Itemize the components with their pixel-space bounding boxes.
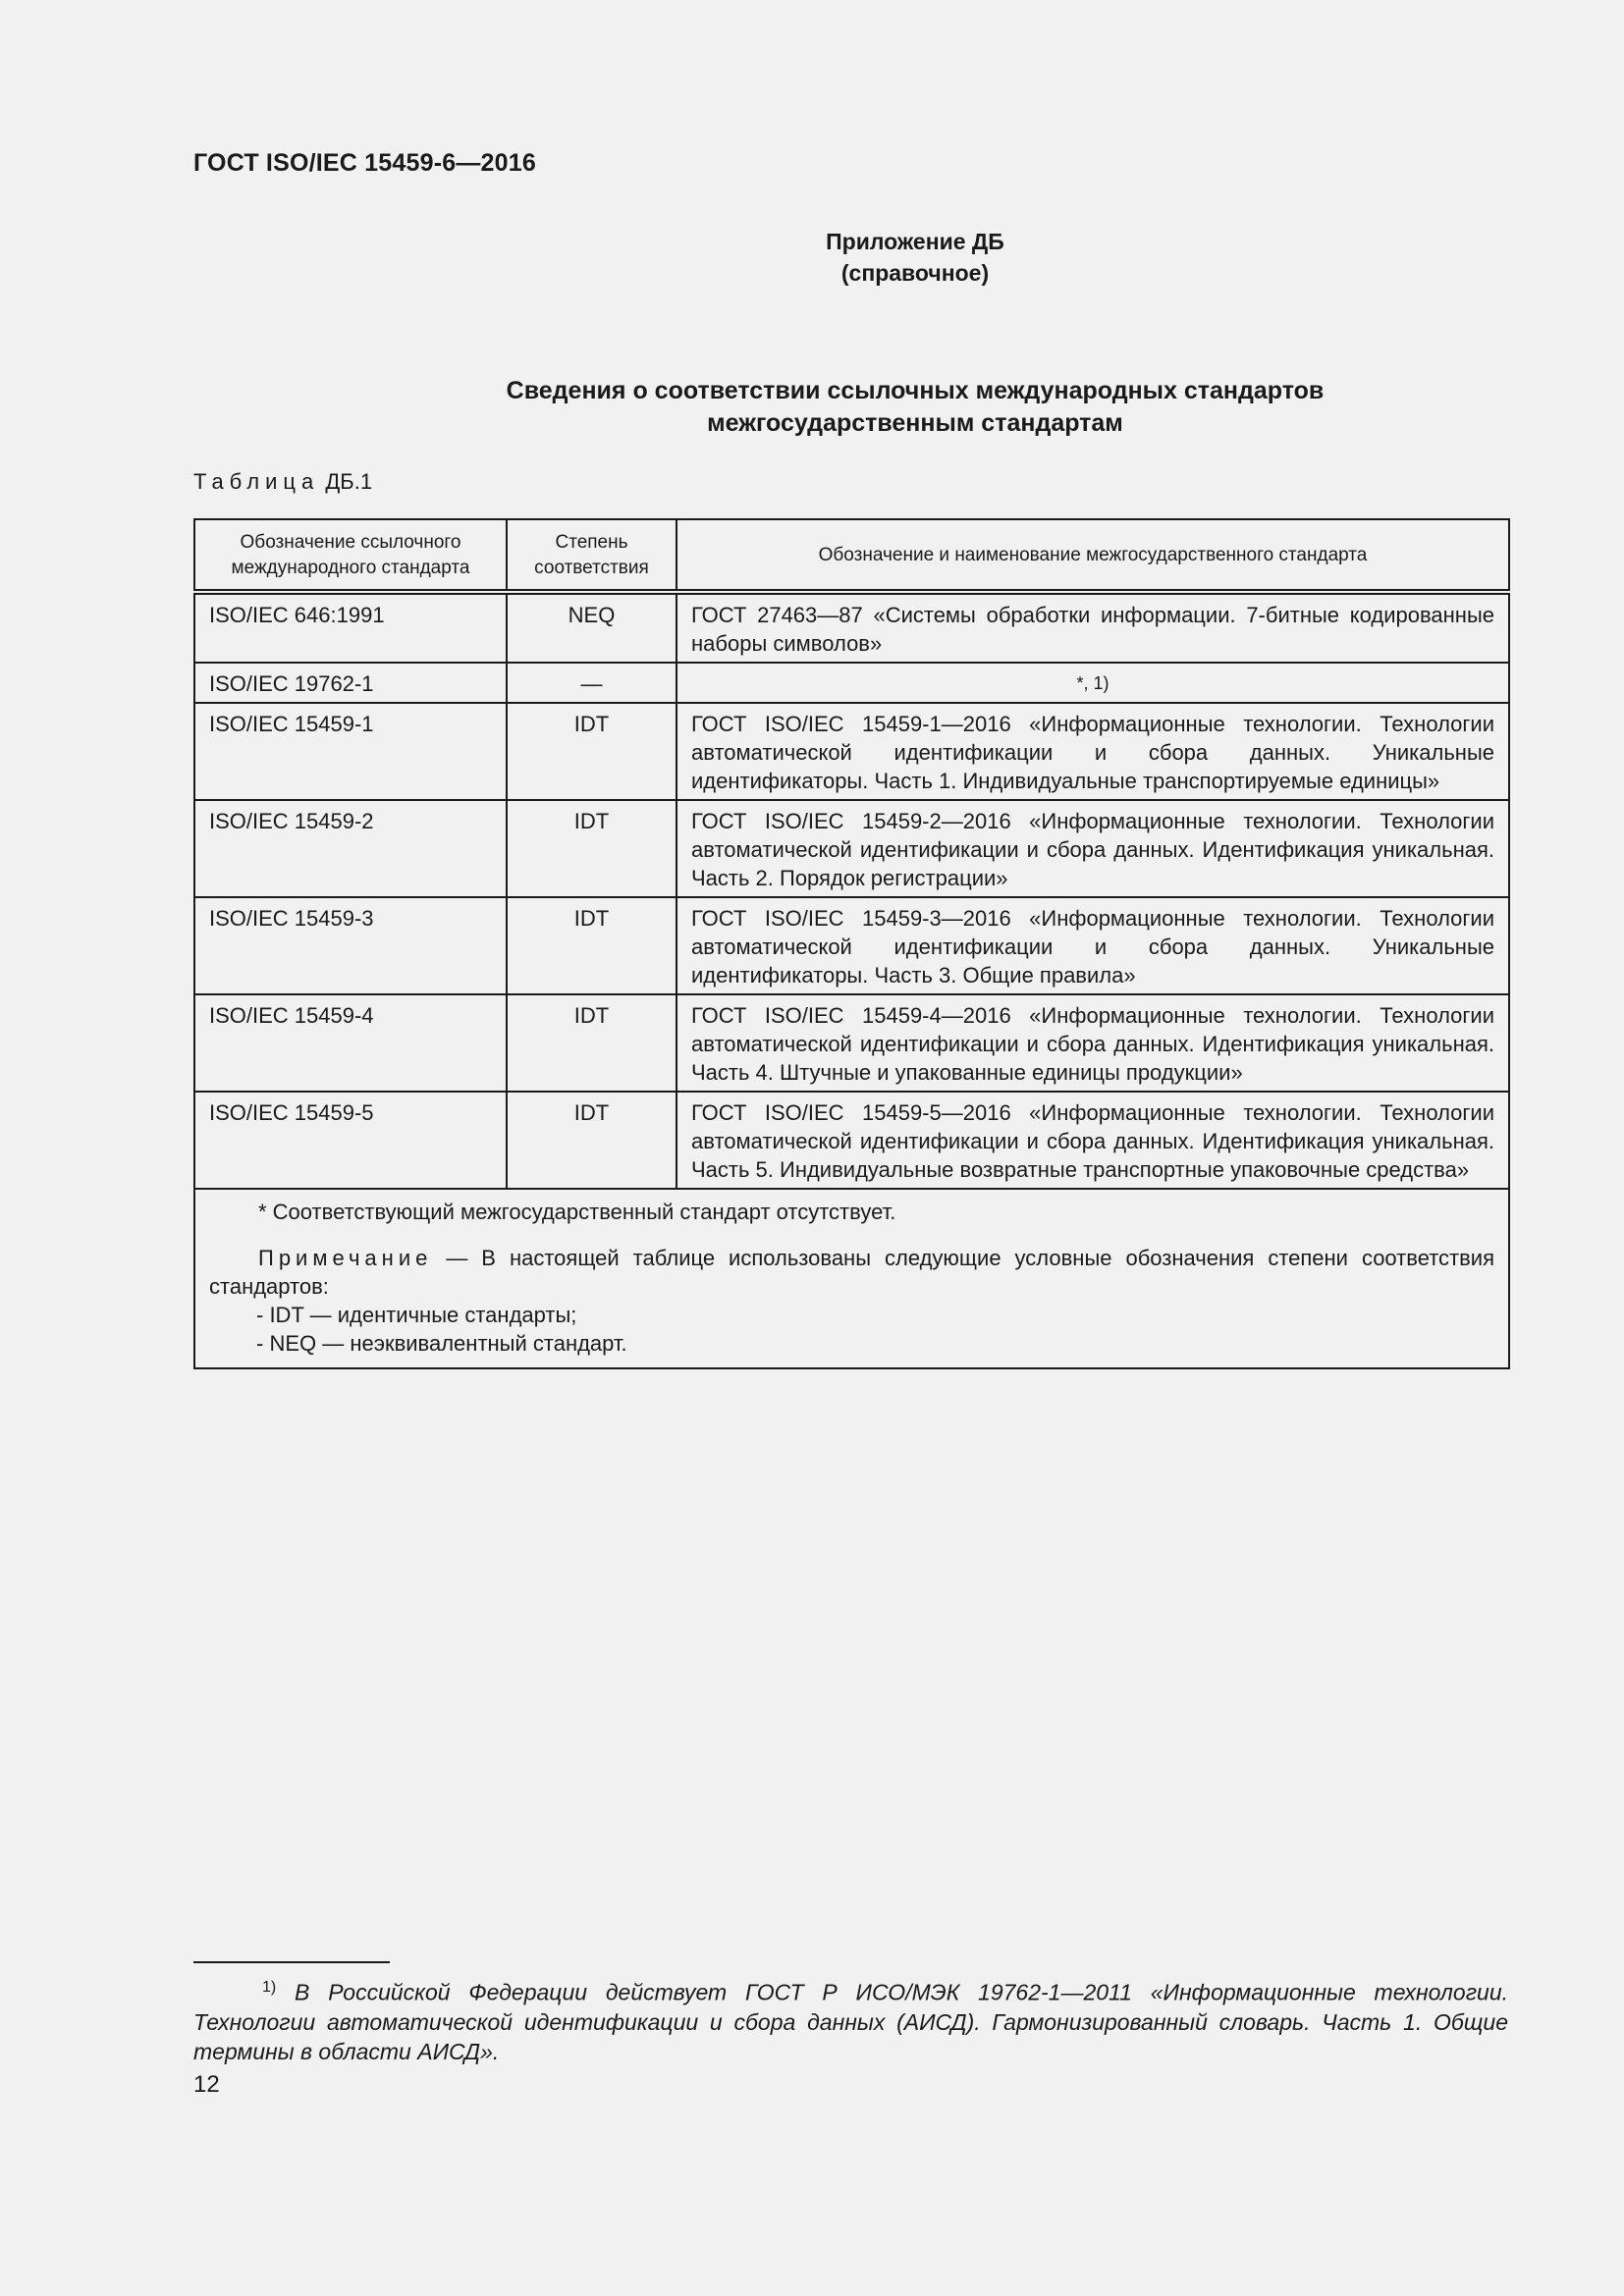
footnote-text: В Российской Федерации действует ГОСТ Р ИСО/МЭК 19762-1—2011 «Информационные технологии. Технологии автоматической идентификации и сбора данных (АИСД). Гармонизированный словарь. Часть 1. Общие термины в области АИСД». <box>193 1979 1509 2064</box>
cell-name: ГОСТ ISO/IEC 15459-4—2016 «Информационные технологии. Технологии автоматической идентификации и сбора данных. Идентификация уникальная. Часть 4. Штучные и упакованные единицы продукции» <box>677 994 1509 1092</box>
column-header-ref: Обозначение ссылочного международного стандарта <box>194 519 507 592</box>
section-title-line-2: межгосударственным стандартам <box>707 409 1123 437</box>
cell-name: *, 1) <box>677 663 1509 703</box>
column-header-name: Обозначение и наименование межгосударственного стандарта <box>677 519 1509 592</box>
cell-ref: ISO/IEC 15459-4 <box>194 994 507 1092</box>
table-notes <box>194 1189 1509 1368</box>
cell-ref: ISO/IEC 15459-1 <box>194 703 507 800</box>
table-row <box>194 592 1509 663</box>
appendix-subtitle: (справочное) <box>840 260 990 286</box>
cell-ref: ISO/IEC 15459-3 <box>194 897 507 994</box>
page-number: 12 <box>193 2071 220 2098</box>
cell-ref: ISO/IEC 15459-5 <box>194 1092 507 1189</box>
document-code: ГОСТ ISO/IEC 15459-6—2016 <box>193 149 536 177</box>
table-row <box>194 994 1509 1092</box>
cell-degree: IDT <box>507 897 677 994</box>
cell-degree: NEQ <box>507 592 677 663</box>
table-row <box>194 897 1509 994</box>
table-footer-row <box>194 1189 1509 1368</box>
table-row <box>194 663 1509 703</box>
cell-degree: IDT <box>507 703 677 800</box>
table-note <box>209 1244 1494 1301</box>
cell-name: ГОСТ 27463—87 «Системы обработки информации. 7-битные кодированные наборы символов» <box>677 592 1509 663</box>
table-caption <box>193 469 372 495</box>
table-note-label: Примечание <box>258 1246 433 1270</box>
table-header-row <box>194 519 1509 592</box>
footnote-marker: 1) <box>262 1979 277 1996</box>
cell-ref: ISO/IEC 646:1991 <box>194 592 507 663</box>
table-note-item: - IDT — идентичные стандарты; <box>256 1303 577 1327</box>
cell-degree: IDT <box>507 1092 677 1189</box>
cell-ref: ISO/IEC 15459-2 <box>194 800 507 897</box>
column-header-degree: Степень соответствия <box>507 519 677 592</box>
conformity-table <box>193 518 1510 1369</box>
cell-degree: IDT <box>507 994 677 1092</box>
section-title-line-1: Сведения о соответствии ссылочных международных стандартов <box>506 377 1325 404</box>
appendix-title: Приложение ДБ <box>826 229 1004 254</box>
cell-name: ГОСТ ISO/IEC 15459-3—2016 «Информационные технологии. Технологии автоматической идентификации и сбора данных. Уникальные идентификаторы. Часть 3. Общие правила» <box>677 897 1509 994</box>
table-note-text: — В настоящей таблице использованы следующие условные обозначения степени соответствия стандартов: <box>209 1246 1494 1299</box>
cell-degree: — <box>507 663 677 703</box>
table-row <box>194 800 1509 897</box>
cell-name: ГОСТ ISO/IEC 15459-5—2016 «Информационные технологии. Технологии автоматической идентификации и сбора данных. Идентификация уникальная. Часть 5. Индивидуальные возвратные транспортные упаковочные средства» <box>677 1092 1509 1189</box>
appendix-heading <box>0 226 1624 289</box>
table-footnote-star: * Соответствующий межгосударственный стандарт отсутствует. <box>258 1200 896 1224</box>
cell-name: ГОСТ ISO/IEC 15459-1—2016 «Информационные технологии. Технологии автоматической идентификации и сбора данных. Уникальные идентификаторы. Часть 1. Индивидуальные транспортируемые единицы» <box>677 703 1509 800</box>
cell-ref: ISO/IEC 19762-1 <box>194 663 507 703</box>
table-caption-number: ДБ.1 <box>325 469 373 494</box>
table-row <box>194 1092 1509 1189</box>
footnote-divider <box>193 1961 390 1963</box>
cell-degree: IDT <box>507 800 677 897</box>
table-row <box>194 703 1509 800</box>
page-footnote <box>193 1973 1508 2066</box>
table-caption-word: Таблица <box>193 469 320 494</box>
table-note-item: - NEQ — неэквивалентный стандарт. <box>256 1331 627 1356</box>
section-title <box>0 375 1624 440</box>
cell-name: ГОСТ ISO/IEC 15459-2—2016 «Информационные технологии. Технологии автоматической идентификации и сбора данных. Идентификация уникальная. Часть 2. Порядок регистрации» <box>677 800 1509 897</box>
